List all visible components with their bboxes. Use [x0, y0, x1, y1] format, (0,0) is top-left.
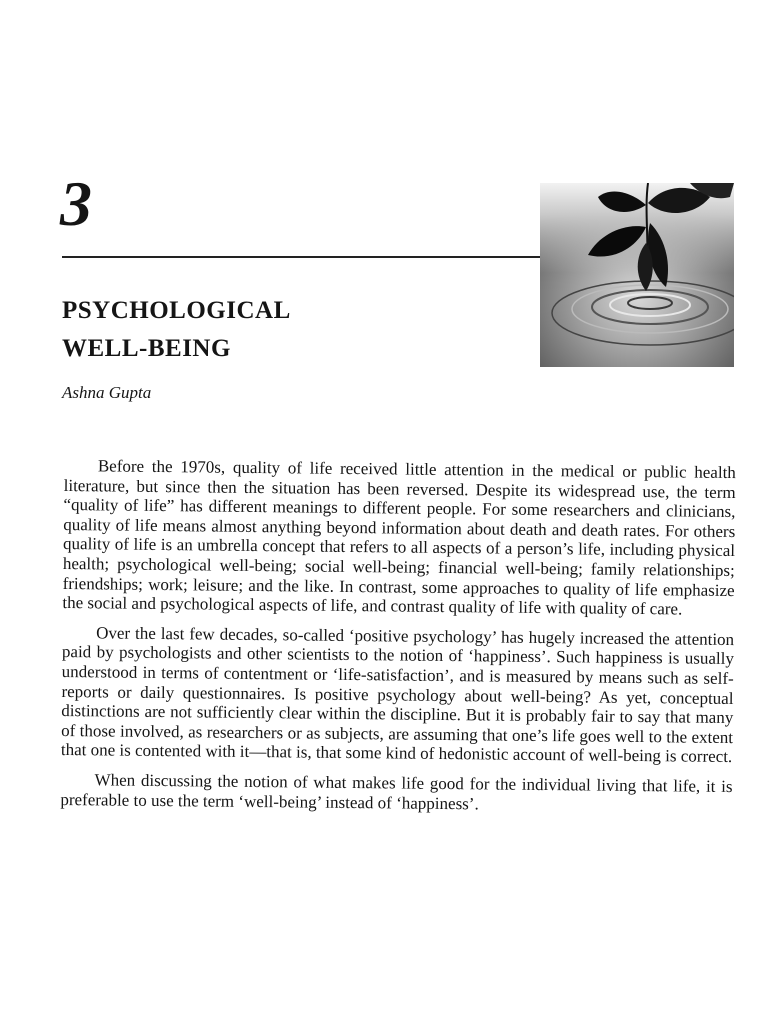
chapter-title-line1: PSYCHOLOGICAL: [62, 297, 291, 324]
chapter-rule: [62, 256, 544, 258]
paragraph-1: Before the 1970s, quality of life received little attention in the medical or public health literature, but since then the situation has been reversed. Despite its widespread use, the term “quality of life” has different meanings to different people. For some researchers and clinicians, quality of life means almost anything beyond information about death and death rates. For others quality of life is an umbrella concept that refers to all aspects of a person’s life, including physical health; psychological well-being; social well-being; financial well-being; family relationships; friendships; work; leisure; and the like. In contrast, some approaches to quality of life emphasize the social and psychological aspects of life, and contrast quality of life with quality of care.: [62, 456, 736, 619]
chapter-author: Ashna Gupta: [62, 383, 152, 402]
chapter-title-line2: WELL-BEING: [62, 335, 231, 362]
paragraph-2: Over the last few decades, so-called ‘positive psychology’ has hugely increased the attention paid by psychologists and other scientists to the notion of ‘happiness’. Such happiness is usually understood in terms of contentment or ‘life-satisfaction’, and is measured by means such as self-reports or daily questionnaires. Is positive psychology about well-being? As yet, conceptual distinctions are not sufficiently clear within the discipline. But it is probably fair to say that many of those involved, as researchers or as subjects, are assuming that one’s life goes well to the extent that one is contented with it—that is, that some kind of hedonistic account of well-being is correct.: [60, 623, 735, 767]
chapter-number: 3: [60, 168, 92, 239]
body-text: [60, 456, 736, 826]
paragraph-3: When discussing the notion of what makes life good for the individual living that life, it is preferable to use the term ‘well-being’ instead of ‘happiness’.: [60, 770, 733, 813]
chapter-title: [62, 292, 291, 368]
chapter-photo: [540, 183, 734, 367]
leaves-water-icon: [540, 183, 734, 367]
